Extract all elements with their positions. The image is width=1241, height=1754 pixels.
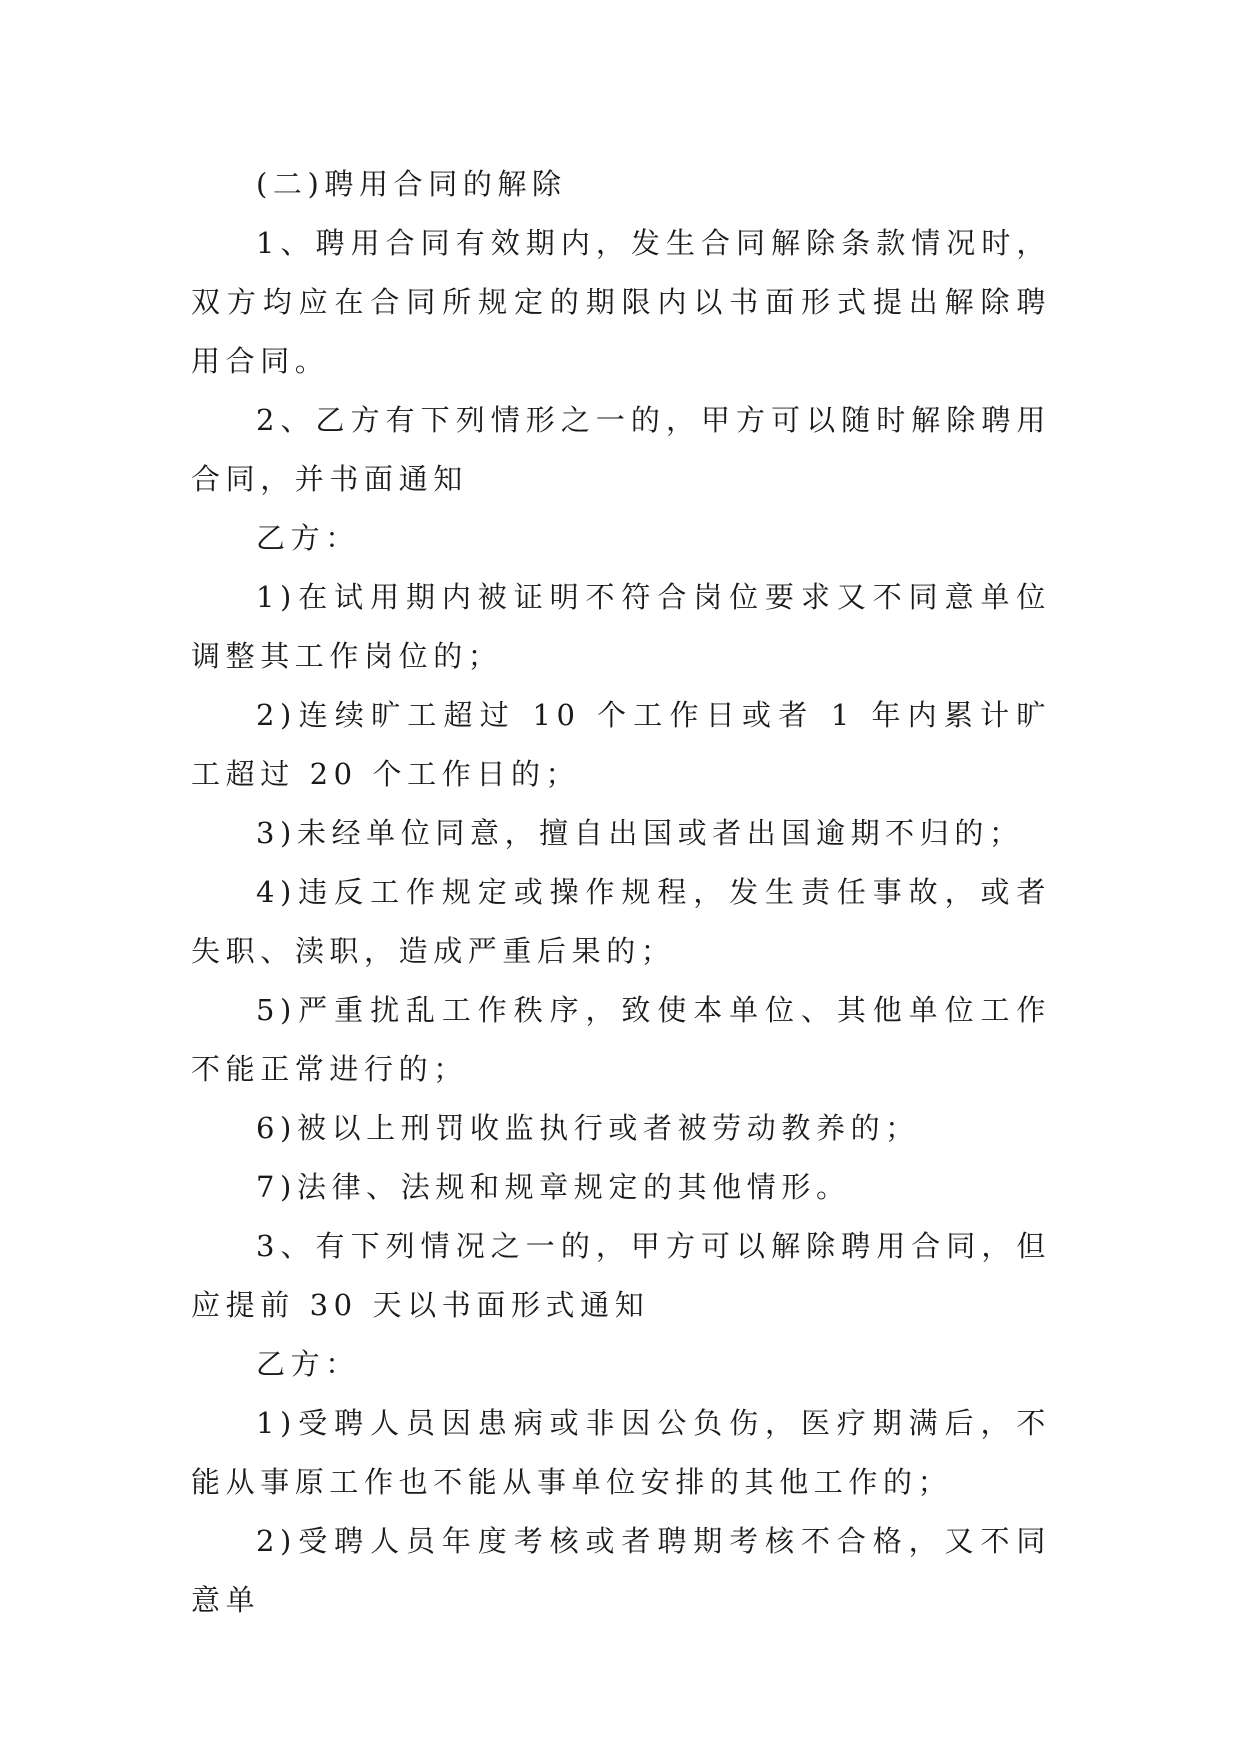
clause-2-item-3: 3)未经单位同意，擅自出国或者出国逾期不归的； (256, 816, 1024, 850)
document-body (191, 155, 1051, 1630)
clause-2: 2、乙方有下列情形之一的，甲方可以随时解除聘用合同，并书面通知 (191, 403, 1051, 496)
clause-2-item-1: 1)在试用期内被证明不符合岗位要求又不同意单位调整其工作岗位的； (191, 580, 1051, 673)
clause-3: 3、有下列情况之一的，甲方可以解除聘用合同，但应提前 30 天以书面形式通知 (191, 1229, 1051, 1322)
clause-2-item-5: 5)严重扰乱工作秩序，致使本单位、其他单位工作不能正常进行的； (191, 993, 1051, 1086)
clause-2-item-6: 6)被以上刑罚收监执行或者被劳动教养的； (256, 1111, 920, 1145)
clause-2-item-7: 7)法律、法规和规章规定的其他情形。 (256, 1170, 851, 1204)
clause-3-item-2: 2)受聘人员年度考核或者聘期考核不合格，又不同意单 (191, 1524, 1051, 1617)
section-heading: (二)聘用合同的解除 (256, 167, 567, 201)
clause-3-item-1: 1)受聘人员因患病或非因公负伤，医疗期满后，不能从事原工作也不能从事单位安排的其他工作的； (191, 1406, 1051, 1499)
clause-2-item-2: 2)连续旷工超过 10 个工作日或者 1 年内累计旷工超过 20 个工作日的； (191, 698, 1051, 791)
clause-3-party: 乙方： (256, 1347, 360, 1381)
clause-2-party: 乙方： (256, 521, 360, 555)
clause-1: 1、聘用合同有效期内，发生合同解除条款情况时，双方均应在合同所规定的期限内以书面形式提出解除聘用合同。 (191, 226, 1051, 378)
clause-2-item-4: 4)违反工作规定或操作规程，发生责任事故，或者失职、渎职，造成严重后果的； (191, 875, 1051, 968)
